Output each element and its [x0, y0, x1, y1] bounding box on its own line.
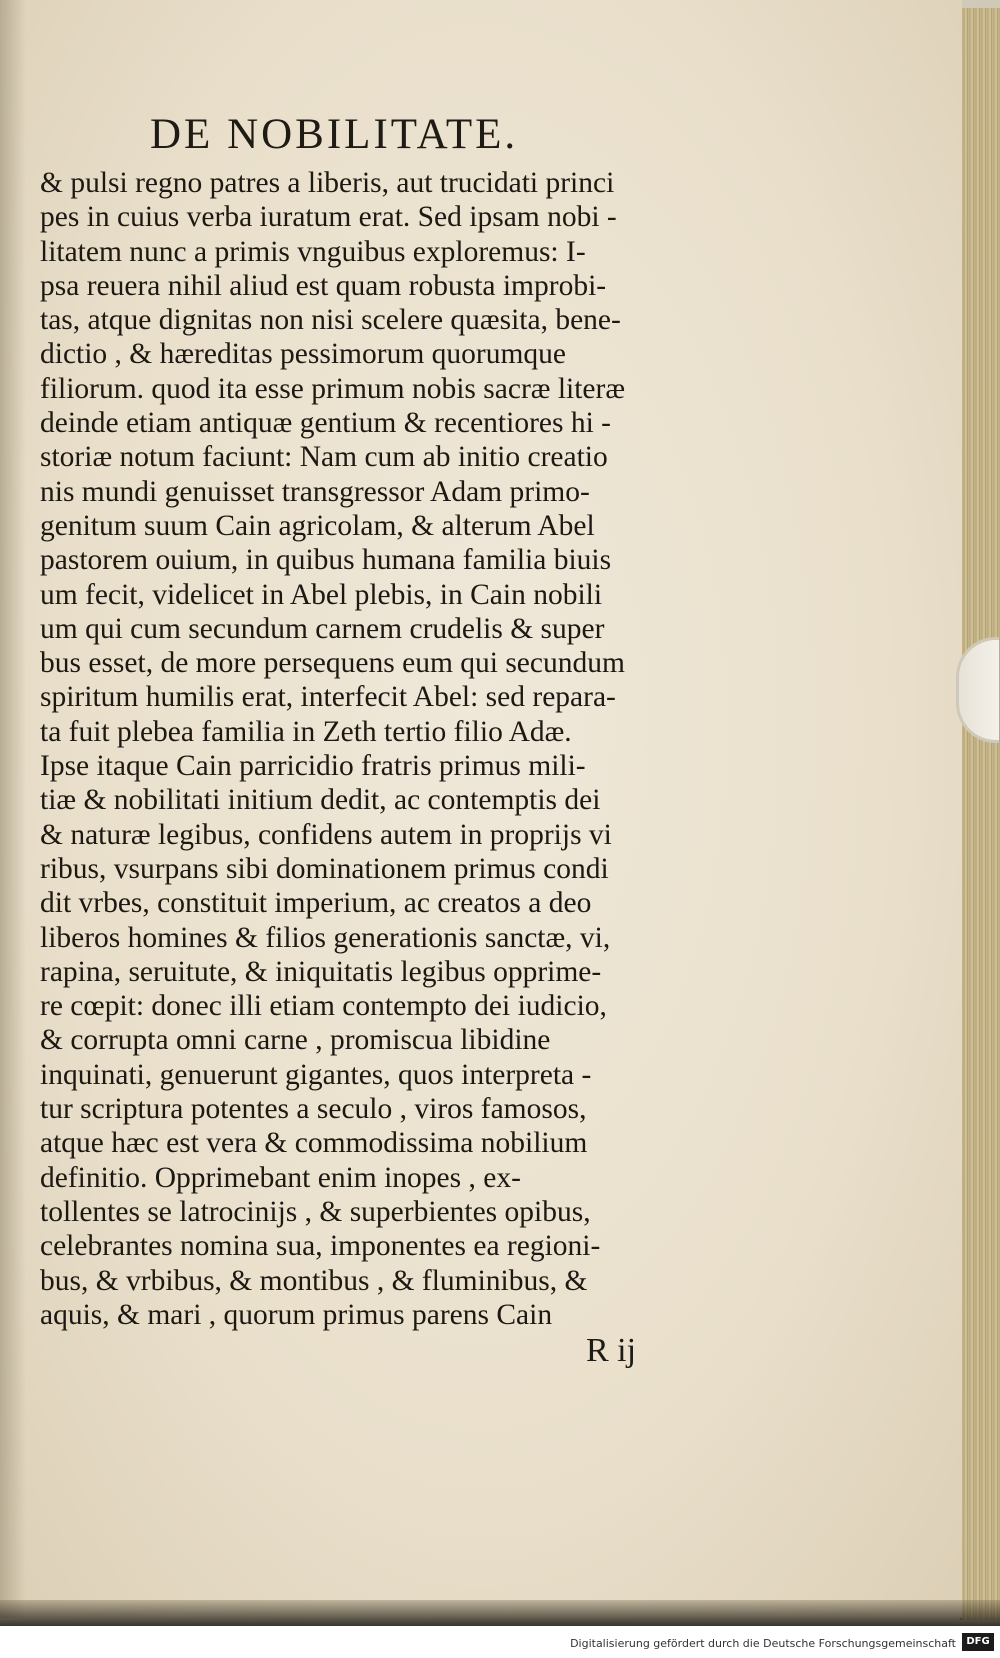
book-fore-edge: [960, 8, 1000, 1620]
text-line: inquinati, genuerunt gigantes, quos interpreta -: [40, 1058, 592, 1091]
text-line: litatem nunc a primis vnguibus exploremus: I-: [40, 235, 586, 268]
text-line: liberos homines & filios generationis sanctæ, vi,: [40, 921, 611, 954]
text-line: psa reuera nihil aliud est quam robusta improbi-: [40, 269, 607, 302]
text-line: deinde etiam antiquæ gentium & recentiores hi -: [40, 407, 611, 440]
text-line: celebrantes nomina sua, imponentes ea regioni-: [40, 1230, 601, 1263]
text-line: filiorum. quod ita esse primum nobis sacræ literæ: [40, 372, 626, 405]
dfg-logo: DFG: [962, 1633, 994, 1651]
text-line: & naturæ legibus, confidens autem in proprijs vi: [40, 818, 612, 851]
text-line: storiæ notum faciunt: Nam cum ab initio creatio: [40, 441, 608, 474]
text-line: dictio , & hæreditas pessimorum quorumque: [40, 338, 567, 371]
text-line: tur scriptura potentes a seculo , viros famosos,: [40, 1093, 587, 1126]
page-gutter-shadow: [0, 0, 26, 1618]
text-line: genitum suum Cain agricolam, & alterum Abel: [40, 509, 595, 542]
text-line: spiritum humilis erat, interfecit Abel: sed repara-: [40, 681, 616, 714]
text-line: bus esset, de more persequens eum qui secundum: [40, 647, 625, 680]
text-line: nis mundi genuisset transgressor Adam primo-: [40, 475, 590, 508]
text-line: um fecit, videlicet in Abel plebis, in Cain nobili: [40, 578, 603, 611]
text-line: tiæ & nobilitati initium dedit, ac contemptis dei: [40, 784, 601, 817]
text-line: & pulsi regno patres a liberis, aut trucidati princi: [40, 167, 615, 199]
text-line: atque hæc est vera & commodissima nobilium: [40, 1127, 588, 1160]
text-line: pes in cuius verba iuratum erat. Sed ipsam nobi -: [40, 201, 617, 234]
text-line: tas, atque dignitas non nisi scelere quæsita, bene-: [40, 304, 621, 337]
text-line: definitio. Opprimebant enim inopes , ex-: [40, 1161, 521, 1194]
text-line: rapina, seruitute, & iniquitatis legibus opprime-: [40, 955, 602, 988]
text-line: Ipse itaque Cain parricidio fratris primus mili-: [40, 750, 586, 783]
text-line: tollentes se latrocinijs , & superbientes opibus,: [40, 1195, 591, 1228]
text-line: pastorem ouium, in quibus humana familia biuis: [40, 544, 612, 577]
running-title: DE NOBILITATE.: [150, 111, 519, 158]
signature-mark: R ij: [586, 1332, 637, 1369]
text-line: & corrupta omni carne , promiscua libidine: [40, 1024, 551, 1057]
text-line: aquis, & mari , quorum primus parens Cain: [40, 1298, 553, 1331]
body-text: [40, 166, 760, 1332]
text-line: ta fuit plebea familia in Zeth tertio filio Adæ.: [40, 715, 572, 748]
text-line: dit vrbes, constituit imperium, ac creatos a deo: [40, 887, 592, 920]
page-bottom-shadow: [0, 1600, 1000, 1626]
text-line: um qui cum secundum carnem crudelis & super: [40, 612, 605, 645]
text-line: ribus, vsurpans sibi dominationem primus condi: [40, 852, 609, 885]
footer-credit: Digitalisierung gefördert durch die Deutsche Forschungsgemeinschaft: [570, 1637, 956, 1650]
text-line: re cœpit: donec illi etiam contempto dei iudicio,: [40, 990, 607, 1023]
text-line: bus, & vrbibus, & montibus , & fluminibus, &: [40, 1264, 588, 1297]
